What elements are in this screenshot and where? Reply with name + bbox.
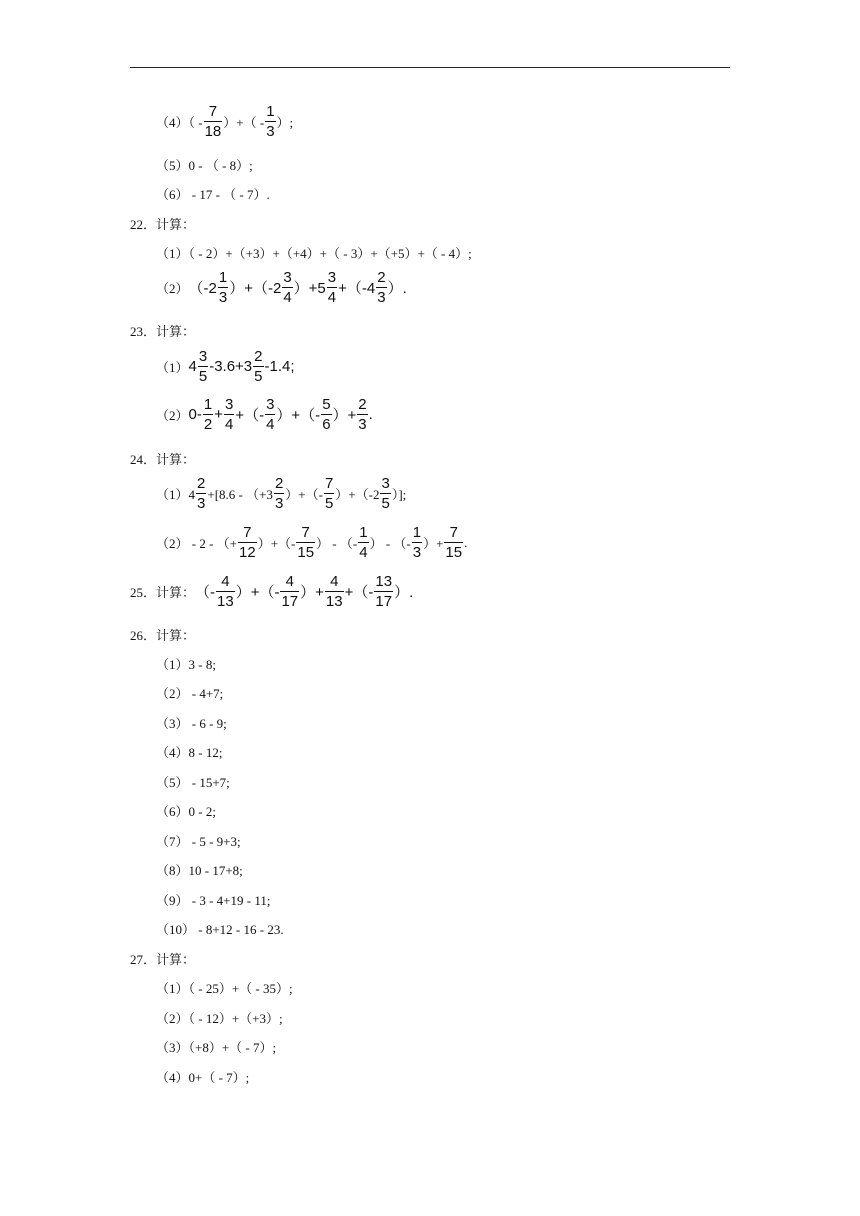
expression-text: （6） - 17 - （ - 7）. (156, 187, 270, 202)
fraction-denominator: 18 (204, 123, 222, 140)
problem-23-1 (156, 349, 295, 384)
expression-text: ）+（ - (223, 115, 265, 130)
expression-text: （-2 (188, 280, 217, 297)
expression-text: （9） - 3 - 4+19 - 11; (156, 893, 271, 908)
fraction (374, 574, 393, 609)
problem-22-1 (156, 243, 472, 262)
expression-text: ）+ (423, 536, 444, 551)
question-24-title (130, 449, 195, 468)
expression-text: （4）（ - (156, 115, 203, 130)
expression-text: 0- (188, 406, 202, 423)
fraction-numerator: 1 (266, 103, 275, 120)
expression-text: ） - （- (316, 536, 358, 551)
fraction-numerator: 3 (327, 269, 337, 286)
fraction-denominator: 12 (239, 544, 256, 561)
fraction-numerator: 1 (218, 269, 228, 286)
fraction-numerator: 7 (301, 524, 310, 541)
fraction-denominator: 3 (377, 289, 386, 306)
expression-text: +（- (344, 584, 374, 601)
fraction (218, 270, 228, 305)
fraction (216, 574, 235, 609)
fraction-denominator: 5 (381, 495, 390, 512)
expression-text: ）]; (391, 487, 407, 502)
expression-text: +（-4 (338, 280, 376, 297)
fraction (196, 476, 206, 511)
problem-21-4 (156, 104, 293, 139)
fraction-denominator: 4 (283, 289, 292, 306)
fraction-denominator: 4 (266, 416, 275, 433)
problem-21-6 (156, 184, 270, 203)
fraction-denominator: 3 (197, 495, 206, 512)
expression-text: ）. (394, 584, 414, 601)
problem-27-2 (156, 1008, 283, 1027)
fraction-denominator: 5 (324, 495, 334, 512)
fraction (376, 270, 386, 305)
fraction-numerator: 7 (449, 524, 458, 541)
fraction (327, 270, 337, 305)
expression-text: （2） - 2 - （+ (156, 536, 237, 551)
problem-23-2 (156, 397, 373, 432)
fraction-numerator: 3 (381, 475, 390, 492)
expression-text: （4）0+（ - 7）; (156, 1070, 250, 1085)
expression-text: ）+（- (235, 584, 280, 601)
expression-text: 26．计算： (130, 628, 196, 643)
fraction (444, 525, 463, 560)
expression-text: ）+5 (293, 280, 326, 297)
question-23-title (130, 321, 195, 340)
expression-text: ）+ (300, 584, 324, 601)
expression-text: +（- (235, 407, 265, 424)
fraction (412, 525, 422, 560)
fraction-denominator: 3 (218, 289, 228, 306)
expression-text: （2）（ - 12）+（+3）; (156, 1011, 283, 1026)
fraction (380, 476, 390, 511)
problem-26-3 (156, 713, 227, 732)
expression-text: （- (195, 584, 216, 601)
expression-text: （7） - 5 - 9+3; (156, 834, 241, 849)
expression-text: ）+（- (285, 487, 323, 502)
fraction (282, 270, 292, 305)
expression-text: 25．计算： (130, 585, 196, 600)
expression-text: ）. (387, 280, 407, 297)
fraction-numerator: 7 (208, 103, 218, 120)
expression-text: （4）8 - 12; (156, 745, 223, 760)
problem-27-4 (156, 1067, 249, 1086)
fraction (265, 104, 275, 139)
expression-text: （6）0 - 2; (156, 804, 216, 819)
fraction-denominator: 15 (297, 544, 315, 561)
fraction-denominator: 3 (266, 123, 275, 140)
fraction (203, 397, 213, 432)
expression-text: （2） (156, 408, 189, 423)
fraction-numerator: 2 (377, 269, 386, 286)
expression-text: （8）10 - 17+8; (156, 863, 243, 878)
expression-text: 27．计算： (130, 952, 196, 967)
problem-27-1 (156, 978, 293, 997)
expression-text: （1）（ - 25）+（ - 35）; (156, 981, 293, 996)
expression-text: （1） (156, 360, 189, 375)
fraction-denominator: 13 (217, 593, 234, 610)
fraction-denominator: 17 (281, 593, 299, 610)
problem-26-5 (156, 772, 230, 791)
expression-text: ）+ (332, 407, 357, 424)
fraction-denominator: 15 (445, 544, 463, 561)
fraction-denominator: 13 (325, 593, 343, 610)
problem-26-7 (156, 831, 241, 850)
fraction (357, 397, 367, 432)
fraction (296, 525, 315, 560)
fraction-numerator: 3 (283, 269, 292, 286)
expression-text: （3） - 6 - 9; (156, 716, 227, 731)
fraction-numerator: 2 (197, 475, 206, 492)
expression-text: （2） (156, 281, 189, 296)
question-25 (130, 574, 413, 609)
fraction-numerator: 2 (274, 475, 284, 492)
fraction-numerator: 1 (359, 524, 368, 541)
expression-text: -3.6+3 (209, 358, 253, 375)
fraction-numerator: 4 (330, 573, 339, 590)
expression-text: （1）3 - 8; (156, 657, 216, 672)
question-22-title (130, 214, 195, 233)
fraction-numerator: 7 (243, 524, 252, 541)
problem-26-8 (156, 860, 243, 879)
fraction (198, 349, 208, 384)
fraction-denominator: 3 (412, 544, 422, 561)
expression-text: . (464, 534, 468, 550)
fraction (224, 397, 234, 432)
expression-text: （1）（ - 2）+（+3）+（+4）+（ - 3）+（+5）+（ - 4）; (156, 246, 472, 261)
expression-text: ）+（-2 (229, 280, 282, 297)
expression-text: （5）0 - （ - 8）; (156, 158, 253, 173)
expression-text: ）+（- (276, 407, 321, 424)
fraction (238, 525, 257, 560)
expression-text: ） - （- (369, 536, 411, 551)
problem-21-5 (156, 155, 253, 174)
expression-text: + (214, 406, 223, 423)
expression-text: ）+（-2 (335, 487, 380, 502)
fraction-denominator: 6 (322, 416, 331, 433)
problem-26-10 (156, 919, 284, 938)
expression-text: . (368, 406, 373, 423)
problem-26-9 (156, 890, 270, 909)
fraction (325, 574, 344, 609)
fraction-denominator: 4 (359, 544, 368, 561)
expression-text: ）+（- (257, 536, 296, 551)
problem-26-1 (156, 654, 216, 673)
fraction-numerator: 3 (266, 396, 275, 413)
fraction (265, 397, 275, 432)
fraction-numerator: 5 (322, 396, 331, 413)
problem-26-2 (156, 683, 223, 702)
fraction-numerator: 13 (375, 573, 393, 590)
fraction-denominator: 3 (274, 495, 284, 512)
problem-24-2 (156, 525, 467, 560)
expression-text: 4 (188, 358, 197, 375)
expression-text: +[8.6 - （+3 (207, 487, 273, 502)
fraction-numerator: 2 (358, 396, 367, 413)
expression-text: （1）4 (156, 487, 196, 502)
expression-text: （3）（+8）+（ - 7）; (156, 1040, 277, 1055)
fraction-numerator: 4 (221, 573, 230, 590)
problem-27-3 (156, 1037, 276, 1056)
fraction-denominator: 4 (327, 289, 337, 306)
fraction-denominator: 2 (203, 416, 213, 433)
expression-text: （10） - 8+12 - 16 - 23. (156, 922, 284, 937)
expression-text: 24．计算： (130, 452, 196, 467)
question-26-title (130, 625, 195, 644)
expression-text: 23．计算： (130, 324, 196, 339)
fraction-denominator: 17 (375, 593, 393, 610)
problem-26-6 (156, 801, 216, 820)
fraction (321, 397, 331, 432)
expression-text: -1.4; (264, 358, 295, 375)
fraction-denominator: 5 (198, 368, 208, 385)
expression-text: ）; (276, 115, 294, 130)
fraction-denominator: 5 (254, 368, 263, 385)
header-rule (130, 67, 730, 68)
fraction-numerator: 4 (285, 573, 294, 590)
fraction-denominator: 4 (224, 416, 234, 433)
fraction-numerator: 7 (324, 475, 334, 492)
expression-text: （5） - 15+7; (156, 775, 230, 790)
fraction-numerator: 2 (254, 348, 263, 365)
expression-text: （2） - 4+7; (156, 686, 224, 701)
fraction-numerator: 1 (203, 396, 213, 413)
fraction-numerator: 1 (412, 524, 422, 541)
expression-text: 22．计算： (130, 217, 196, 232)
fraction (253, 349, 263, 384)
question-27-title (130, 949, 195, 968)
fraction (358, 525, 368, 560)
fraction-numerator: 3 (224, 396, 234, 413)
fraction (324, 476, 334, 511)
problem-22-2 (156, 270, 407, 305)
fraction (274, 476, 284, 511)
fraction-numerator: 3 (198, 348, 208, 365)
fraction (280, 574, 299, 609)
problem-24-1 (156, 476, 406, 511)
problem-26-4 (156, 742, 222, 761)
fraction (204, 104, 223, 139)
fraction-denominator: 3 (358, 416, 367, 433)
